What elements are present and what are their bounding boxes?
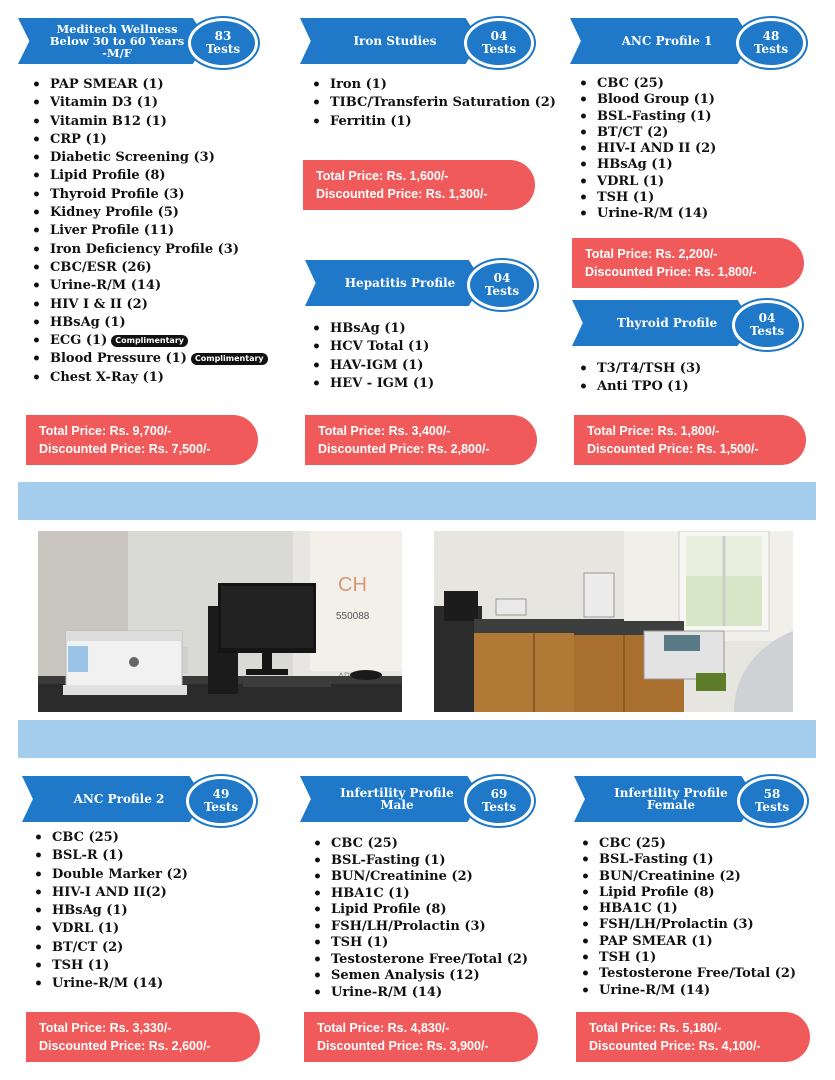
list-item: • HBsAg (1)	[50, 314, 268, 332]
list-item: • HBA1C (1)	[599, 901, 796, 917]
total-price: Total Price: Rs. 1,800/-	[587, 424, 720, 438]
list-item: • HBsAg (1)	[52, 902, 188, 920]
list-item: • BT/CT (2)	[52, 939, 188, 957]
list-item: • HEV - IGM (1)	[330, 375, 434, 393]
package-title: Iron Studies	[353, 34, 437, 48]
discounted-price: Discounted Price: Rs. 2,800/-	[318, 442, 490, 456]
list-item: • Testosterone Free/Total (2)	[331, 952, 528, 969]
test-count-badge	[467, 260, 537, 310]
price-box	[574, 415, 806, 465]
list-item: • HBsAg (1)	[330, 320, 434, 338]
package-title: Infertility Profile Female	[614, 786, 728, 812]
list-item: • TSH (1)	[597, 190, 716, 206]
divider-band	[18, 720, 816, 758]
test-count: 04	[490, 29, 508, 43]
list-item: • VDRL (1)	[52, 920, 188, 938]
list-item: • BUN/Creatinine (2)	[599, 869, 796, 885]
test-count-badge	[464, 18, 534, 68]
test-count-badge	[186, 776, 256, 826]
complimentary-badge: Complimentary	[191, 353, 268, 365]
list-item: • VDRL (1)	[597, 174, 716, 190]
list-item: • Iron Deficiency Profile (3)	[50, 241, 268, 259]
package-title: Infertility Profile Male	[340, 786, 454, 812]
sign-text: CH	[338, 574, 367, 596]
laboratory-photo	[434, 531, 793, 712]
test-count-badge	[464, 776, 534, 826]
test-list	[307, 836, 528, 1001]
list-item: • Double Marker (2)	[52, 866, 188, 884]
list-item: • T3/T4/TSH (3)	[597, 360, 701, 378]
list-item: • Vitamin D3 (1)	[50, 94, 268, 112]
total-price: Total Price: Rs. 2,200/-	[585, 247, 718, 261]
list-item: • CBC/ESR (26)	[50, 259, 268, 277]
test-count-label: Tests	[749, 324, 785, 338]
list-item: • Chest X-Ray (1)	[50, 369, 268, 387]
list-item: • FSH/LH/Prolactin (3)	[599, 917, 796, 933]
test-count-label: Tests	[481, 42, 517, 56]
list-item: • BSL-Fasting (1)	[599, 852, 796, 868]
total-price: Total Price: Rs. 3,330/-	[39, 1021, 172, 1035]
test-list	[573, 360, 701, 397]
list-item: • Lipid Profile (8)	[50, 167, 268, 185]
price-box	[26, 1012, 260, 1062]
total-price: Total Price: Rs. 3,400/-	[318, 424, 451, 438]
list-item: • Vitamin B12 (1)	[50, 113, 268, 131]
test-count-badge	[736, 18, 806, 68]
list-item: • ECG (1) Complimentary	[50, 332, 268, 350]
list-item: • Anti TPO (1)	[597, 378, 701, 396]
test-count: 49	[212, 787, 230, 801]
test-count: 48	[762, 29, 780, 43]
test-count-label: Tests	[753, 42, 789, 56]
list-item: • Kidney Profile (5)	[50, 204, 268, 222]
office-photo	[38, 531, 402, 712]
package-title: Thyroid Profile	[616, 316, 718, 330]
package-title: ANC Profile 2	[73, 792, 165, 806]
test-count: 83	[214, 29, 232, 43]
price-box	[305, 415, 537, 465]
test-list	[306, 76, 556, 131]
list-item: • Urine-R/M (14)	[50, 277, 268, 295]
test-list	[26, 76, 268, 387]
list-item: • Liver Profile (11)	[50, 222, 268, 240]
complimentary-badge: Complimentary	[111, 335, 188, 347]
list-item: • CBC (25)	[599, 836, 796, 852]
sign-number: 550088	[336, 611, 370, 622]
list-item: • Thyroid Profile (3)	[50, 186, 268, 204]
list-item: • HIV-I AND II(2)	[52, 884, 188, 902]
list-item: • BSL-Fasting (1)	[331, 853, 528, 870]
test-count-badge	[188, 18, 258, 68]
list-item: • CBC (25)	[331, 836, 528, 853]
test-count: 04	[758, 311, 776, 325]
list-item: • Urine-R/M (14)	[331, 985, 528, 1002]
discounted-price: Discounted Price: Rs. 3,900/-	[317, 1039, 489, 1053]
list-item: • Urine-R/M (14)	[597, 206, 716, 222]
list-item: • Diabetic Screening (3)	[50, 149, 268, 167]
price-box	[26, 415, 258, 465]
list-item: • FSH/LH/Prolactin (3)	[331, 919, 528, 936]
package-title: ANC Profile 1	[621, 34, 713, 48]
list-item: • HIV-I AND II (2)	[597, 141, 716, 157]
list-item: • CBC (25)	[597, 76, 716, 92]
list-item: • PAP SMEAR (1)	[50, 76, 268, 94]
list-item: • BSL-Fasting (1)	[597, 109, 716, 125]
list-item: • CRP (1)	[50, 131, 268, 149]
total-price: Total Price: Rs. 4,830/-	[317, 1021, 450, 1035]
list-item: • Lipid Profile (8)	[599, 885, 796, 901]
list-item: • Ferritin (1)	[330, 113, 556, 131]
office-photo-illustration	[38, 531, 402, 712]
list-item: • HAV-IGM (1)	[330, 357, 434, 375]
discounted-price: Discounted Price: Rs. 1,800/-	[585, 265, 757, 279]
discounted-price: Discounted Price: Rs. 1,500/-	[587, 442, 759, 456]
test-count-label: Tests	[754, 800, 790, 814]
package-title: Meditech Wellness Below 30 to 60 Years -M/F	[49, 22, 185, 60]
test-list	[306, 320, 434, 393]
list-item: • Iron (1)	[330, 76, 556, 94]
list-item: • Blood Pressure (1) Complimentary	[50, 350, 268, 368]
list-item: • BT/CT (2)	[597, 125, 716, 141]
list-item: • Blood Group (1)	[597, 92, 716, 108]
package-title: Hepatitis Profile	[344, 276, 456, 290]
test-list	[28, 829, 188, 994]
discounted-price: Discounted Price: Rs. 1,300/-	[316, 187, 488, 201]
test-list	[573, 76, 716, 223]
total-price: Total Price: Rs. 9,700/-	[39, 424, 172, 438]
list-item: • TSH (1)	[599, 950, 796, 966]
list-item: • HIV I & II (2)	[50, 296, 268, 314]
list-item: • Urine-R/M (14)	[52, 975, 188, 993]
list-item: • PAP SMEAR (1)	[599, 934, 796, 950]
list-item: • HBA1C (1)	[331, 886, 528, 903]
price-box	[304, 1012, 538, 1062]
price-box	[576, 1012, 810, 1062]
list-item: • BSL-R (1)	[52, 847, 188, 865]
test-count: 04	[493, 271, 511, 285]
test-count-badge	[737, 776, 807, 826]
list-item: • TSH (1)	[52, 957, 188, 975]
test-count-label: Tests	[205, 42, 241, 56]
total-price: Total Price: Rs. 5,180/-	[589, 1021, 722, 1035]
test-count-label: Tests	[484, 284, 520, 298]
test-count: 69	[490, 787, 508, 801]
test-count: 58	[763, 787, 781, 801]
price-box	[572, 238, 804, 288]
price-box	[303, 160, 535, 210]
list-item: • CBC (25)	[52, 829, 188, 847]
discounted-price: Discounted Price: Rs. 2,600/-	[39, 1039, 211, 1053]
list-item: • HCV Total (1)	[330, 338, 434, 356]
list-item: • TSH (1)	[331, 935, 528, 952]
list-item: • TIBC/Transferin Saturation (2)	[330, 94, 556, 112]
list-item: • HBsAg (1)	[597, 157, 716, 173]
discounted-price: Discounted Price: Rs. 7,500/-	[39, 442, 211, 456]
list-item: • Urine-R/M (14)	[599, 983, 796, 999]
test-count-badge	[732, 300, 802, 350]
list-item: • Lipid Profile (8)	[331, 902, 528, 919]
list-item: • BUN/Creatinine (2)	[331, 869, 528, 886]
divider-band	[18, 482, 816, 520]
discounted-price: Discounted Price: Rs. 4,100/-	[589, 1039, 761, 1053]
list-item: • Semen Analysis (12)	[331, 968, 528, 985]
total-price: Total Price: Rs. 1,600/-	[316, 169, 449, 183]
laboratory-photo-illustration	[434, 531, 793, 712]
list-item: • Testosterone Free/Total (2)	[599, 966, 796, 982]
test-list	[575, 836, 796, 999]
test-count-label: Tests	[481, 800, 517, 814]
test-count-label: Tests	[203, 800, 239, 814]
